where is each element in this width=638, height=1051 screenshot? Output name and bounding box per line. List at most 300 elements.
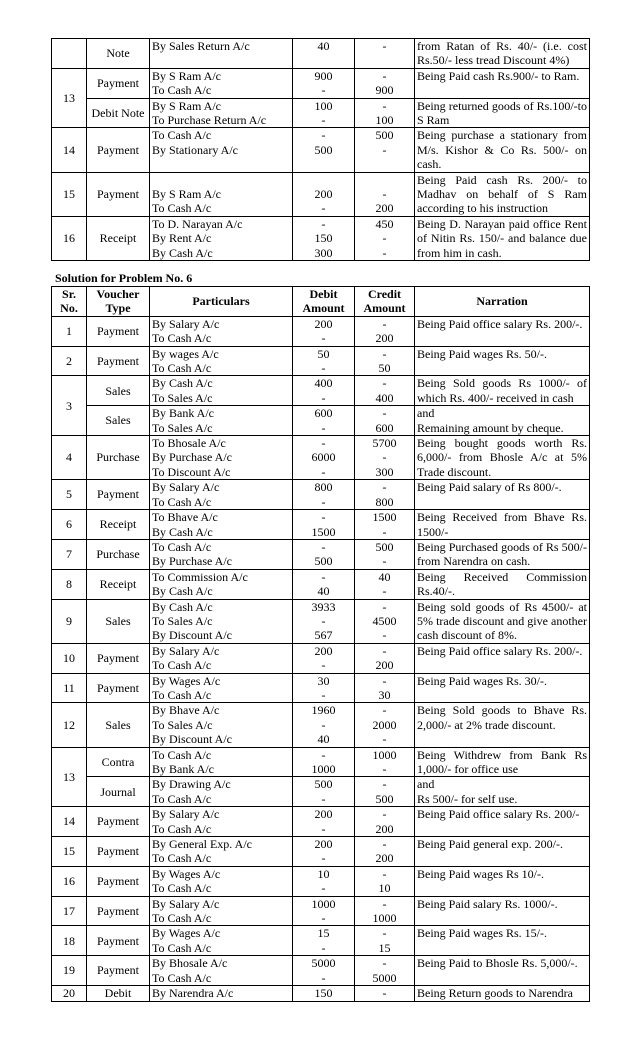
voucher-type-cell: Payment — [87, 866, 150, 896]
debit-line: 200 — [314, 643, 333, 658]
voucher-type-cell: Receipt — [87, 510, 150, 540]
credit-cell — [355, 956, 415, 986]
voucher-type-cell: Payment — [87, 837, 150, 867]
narration-line: Being bought goods worth Rs. 6,000/- from Bhosle A/c at 5% Trade discount. — [417, 436, 587, 479]
debit-cell — [293, 216, 355, 260]
narration-line: Being Received from Bhave Rs. 1500/- — [417, 510, 587, 539]
narration-cell — [415, 316, 590, 346]
narration-line: Being Received Commission Rs.40/-. — [417, 569, 587, 599]
sr-no-cell: 9 — [52, 599, 87, 643]
sr-no-cell: 4 — [52, 436, 87, 480]
debit-line: - — [321, 510, 326, 525]
credit-line: - — [382, 524, 387, 539]
debit-cell — [293, 866, 355, 896]
narration-cell — [415, 172, 590, 216]
debit-line: 200 — [314, 837, 333, 852]
debit-line: - — [321, 658, 326, 673]
credit-cell — [355, 569, 415, 599]
narration-line: Being Paid office salary Rs. 200/-. — [417, 316, 583, 331]
credit-line: - — [382, 142, 387, 157]
particulars-cell — [150, 896, 293, 926]
debit-line: - — [321, 881, 326, 896]
debit-line: - — [321, 436, 326, 451]
table-row — [52, 172, 590, 216]
top-ledger-table — [51, 38, 590, 261]
narration-cell — [415, 807, 590, 837]
debit-line: 150 — [314, 231, 333, 246]
credit-cell — [355, 39, 415, 69]
table-row — [52, 68, 590, 98]
credit-line: 2000 — [372, 717, 397, 732]
credit-line: 1500 — [372, 510, 397, 525]
credit-cell — [355, 68, 415, 98]
narration-cell — [415, 510, 590, 540]
table-row — [52, 807, 590, 837]
debit-cell — [293, 68, 355, 98]
particulars-line: To Bhave A/c — [152, 510, 218, 525]
credit-cell — [355, 673, 415, 703]
particulars-cell — [150, 480, 293, 510]
credit-line: - — [382, 480, 387, 495]
narration-cell — [415, 346, 590, 376]
debit-line: - — [321, 539, 326, 554]
narration-cell — [415, 406, 590, 436]
particulars-cell — [150, 569, 293, 599]
table-row — [52, 703, 590, 747]
particulars-line: To Cash A/c — [152, 970, 212, 985]
particulars-cell — [150, 837, 293, 867]
particulars-line: By Discount A/c — [152, 628, 232, 643]
credit-line: - — [382, 316, 387, 331]
voucher-type-cell: Sales — [87, 703, 150, 747]
particulars-line: To D. Narayan A/c — [152, 216, 243, 231]
credit-line: 15 — [378, 940, 391, 955]
credit-line: 500 — [375, 539, 394, 554]
debit-line: - — [321, 128, 326, 143]
voucher-type-cell: Contra — [87, 747, 150, 777]
narration-line: Rs 500/- for self use. — [417, 791, 518, 806]
debit-line: 1000 — [311, 762, 336, 776]
header-narration: Narration — [415, 287, 590, 317]
header-voucher-type: Voucher Type — [87, 287, 150, 317]
credit-line: 1000 — [372, 747, 397, 762]
narration-line: Being Paid office salary Rs. 200/- — [417, 807, 580, 822]
credit-cell — [355, 837, 415, 867]
debit-line: - — [321, 747, 326, 762]
narration-line: Being Return goods to Narendra — [417, 986, 573, 1001]
voucher-type-cell: Payment — [87, 896, 150, 926]
credit-cell — [355, 866, 415, 896]
credit-line: - — [382, 732, 387, 747]
credit-cell — [355, 480, 415, 510]
debit-line: - — [321, 464, 326, 479]
table-row — [52, 346, 590, 376]
particulars-line: To Cash A/c — [152, 911, 212, 926]
debit-line: - — [321, 970, 326, 985]
narration-cell — [415, 68, 590, 98]
credit-cell — [355, 643, 415, 673]
sr-no-cell: 13 — [52, 747, 87, 807]
particulars-line: To Cash A/c — [152, 851, 212, 866]
sr-no-cell: 2 — [52, 346, 87, 376]
sr-no-cell: 17 — [52, 896, 87, 926]
credit-line: 5700 — [372, 436, 397, 451]
table-row — [52, 376, 590, 406]
particulars-cell — [150, 673, 293, 703]
voucher-type-cell: Payment — [87, 480, 150, 510]
particulars-cell — [150, 128, 293, 172]
narration-line: Being Paid wages Rs 10/-. — [417, 866, 544, 881]
table-row — [52, 480, 590, 510]
voucher-type-cell: Receipt — [87, 569, 150, 599]
particulars-cell — [150, 807, 293, 837]
voucher-type-cell: Payment — [87, 643, 150, 673]
solution-heading: Solution for Problem No. 6 — [55, 271, 193, 285]
narration-cell — [415, 896, 590, 926]
particulars-line: To Cash A/c — [152, 658, 212, 673]
credit-cell — [355, 128, 415, 172]
particulars-line: To Sales A/c — [152, 613, 213, 628]
debit-line: 500 — [314, 554, 333, 569]
particulars-line: To Sales A/c — [152, 390, 213, 405]
narration-line: from Ratan of Rs. 40/- (i.e. cost Rs.50/- less tread Discount 4%) — [417, 39, 587, 68]
narration-line: and — [417, 777, 435, 792]
particulars-line: By S Ram A/c — [152, 98, 222, 113]
credit-line: 300 — [375, 464, 394, 479]
credit-line — [357, 173, 412, 187]
particulars-line: By Bank A/c — [152, 406, 214, 421]
header-sr-no: Sr. No. — [52, 287, 87, 317]
debit-line: - — [321, 83, 326, 98]
sr-no-cell: 6 — [52, 510, 87, 540]
credit-cell — [355, 986, 415, 1001]
credit-cell — [355, 172, 415, 216]
particulars-line: To Cash A/c — [152, 747, 212, 762]
voucher-type-cell: Payment — [87, 956, 150, 986]
particulars-cell — [150, 643, 293, 673]
narration-cell — [415, 98, 590, 128]
debit-line: 200 — [314, 187, 333, 202]
sr-no-cell: 8 — [52, 569, 87, 599]
credit-cell — [355, 436, 415, 480]
particulars-line: To Cash A/c — [152, 791, 212, 806]
voucher-type-cell: Debit Note — [87, 98, 150, 128]
table-row — [52, 956, 590, 986]
particulars-line: By S Ram A/c — [152, 68, 222, 83]
particulars-line: To Bhosale A/c — [152, 436, 226, 451]
particulars-line: By Wages A/c — [152, 673, 221, 688]
sr-no-cell: 16 — [52, 866, 87, 896]
narration-cell — [415, 866, 590, 896]
narration-cell — [415, 986, 590, 1001]
debit-cell — [293, 128, 355, 172]
particulars-cell — [150, 747, 293, 777]
voucher-type-cell: Purchase — [87, 436, 150, 480]
particulars-line: To Cash A/c — [152, 128, 212, 143]
narration-cell — [415, 837, 590, 867]
narration-cell — [415, 777, 590, 807]
particulars-line: By Narendra A/c — [152, 986, 234, 1001]
debit-cell — [293, 703, 355, 747]
credit-cell — [355, 703, 415, 747]
narration-line: Remaining amount by cheque. — [417, 420, 564, 435]
particulars-cell — [150, 346, 293, 376]
table-row — [52, 406, 590, 436]
debit-line: 200 — [314, 316, 333, 331]
debit-line: - — [321, 113, 326, 128]
particulars-line: By Cash A/c — [152, 599, 213, 614]
credit-cell — [355, 807, 415, 837]
debit-cell — [293, 777, 355, 807]
debit-cell — [293, 406, 355, 436]
debit-line: 1960 — [311, 703, 336, 718]
particulars-line: By Salary A/c — [152, 643, 220, 658]
credit-line: 900 — [375, 83, 394, 98]
table-row — [52, 436, 590, 480]
credit-line: - — [382, 346, 387, 361]
narration-line: Being Paid salary Rs. 1000/-. — [417, 896, 558, 911]
particulars-line: To Cash A/c — [152, 940, 212, 955]
particulars-cell — [150, 68, 293, 98]
narration-line: Being Paid to Bhosle Rs. 5,000/-. — [417, 956, 578, 971]
table-row — [52, 747, 590, 777]
debit-line: - — [321, 791, 326, 806]
voucher-type-cell: Payment — [87, 68, 150, 98]
narration-cell — [415, 673, 590, 703]
particulars-cell — [150, 926, 293, 956]
table-header-row — [52, 287, 590, 317]
debit-line: 30 — [317, 673, 330, 688]
credit-line: 10 — [378, 881, 391, 896]
narration-line: Being Sold goods Rs 1000/- of which Rs. 400/- received in cash — [417, 376, 587, 405]
narration-cell — [415, 599, 590, 643]
particulars-line: By Stationary A/c — [152, 142, 238, 157]
debit-line: - — [321, 569, 326, 584]
debit-line: 15 — [317, 926, 330, 941]
debit-line: 3933 — [311, 599, 336, 614]
debit-line: 150 — [314, 986, 333, 1001]
debit-line: - — [321, 613, 326, 628]
credit-line: - — [382, 866, 387, 881]
narration-line: Being Paid salary of Rs 800/-. — [417, 480, 562, 495]
particulars-line: By Salary A/c — [152, 807, 220, 822]
credit-line: - — [382, 245, 387, 260]
credit-cell — [355, 98, 415, 128]
credit-line: - — [382, 703, 387, 718]
sr-no-cell: 16 — [52, 216, 87, 260]
particulars-line: By Wages A/c — [152, 866, 221, 881]
table-row — [52, 643, 590, 673]
debit-line — [295, 173, 352, 187]
voucher-type-cell: Purchase — [87, 539, 150, 569]
particulars-line: By Cash A/c — [152, 524, 213, 539]
particulars-line: By Purchase A/c — [152, 450, 232, 465]
particulars-line: By Wages A/c — [152, 926, 221, 941]
particulars-line: By Rent A/c — [152, 231, 212, 246]
debit-cell — [293, 172, 355, 216]
credit-line: 800 — [375, 494, 394, 509]
particulars-line: By General Exp. A/c — [152, 837, 252, 852]
particulars-line: To Cash A/c — [152, 201, 212, 216]
narration-cell — [415, 436, 590, 480]
voucher-type-cell: Sales — [87, 376, 150, 406]
voucher-type-cell: Payment — [87, 346, 150, 376]
debit-line: 567 — [314, 628, 333, 643]
particulars-cell — [150, 406, 293, 436]
debit-line: - — [321, 361, 326, 376]
credit-cell — [355, 216, 415, 260]
credit-cell — [355, 777, 415, 807]
particulars-cell — [150, 866, 293, 896]
debit-line: 600 — [314, 406, 333, 421]
particulars-line: By wages A/c — [152, 346, 219, 361]
particulars-cell — [150, 986, 293, 1001]
credit-line: 600 — [375, 420, 394, 435]
particulars-line: By Purchase A/c — [152, 554, 232, 569]
debit-line: 40 — [317, 584, 330, 599]
solution-ledger-table — [51, 286, 590, 1002]
credit-line: 200 — [375, 851, 394, 866]
header-credit-amount: Credit Amount — [355, 287, 415, 317]
credit-line: 500 — [375, 128, 394, 143]
narration-line: Being Paid wages Rs. 15/-. — [417, 926, 547, 941]
debit-cell — [293, 807, 355, 837]
sr-no-cell: 10 — [52, 643, 87, 673]
narration-line: Being D. Narayan paid office Rent of Nitin Rs. 150/- and balance due from him in cash. — [417, 216, 587, 260]
table-row — [52, 926, 590, 956]
particulars-line: By Salary A/c — [152, 480, 220, 495]
debit-line: 900 — [314, 68, 333, 83]
sr-no-cell: 5 — [52, 480, 87, 510]
narration-line: Being Paid cash Rs.900/- to Ram. — [417, 68, 580, 83]
particulars-cell — [150, 316, 293, 346]
credit-line: - — [382, 643, 387, 658]
credit-line: - — [382, 406, 387, 421]
particulars-cell — [150, 376, 293, 406]
credit-line: - — [382, 187, 387, 202]
particulars-cell — [150, 777, 293, 807]
particulars-line: To Cash A/c — [152, 83, 212, 98]
narration-cell — [415, 747, 590, 777]
narration-line: Being returned goods of Rs.100/-to S Ram — [417, 98, 587, 128]
credit-line: - — [382, 39, 387, 53]
debit-cell — [293, 569, 355, 599]
narration-cell — [415, 643, 590, 673]
credit-cell — [355, 406, 415, 436]
narration-line: and — [417, 406, 435, 421]
narration-line: Being Withdrew from Bank Rs 1,000/- for office use — [417, 747, 587, 776]
voucher-type-cell: Payment — [87, 807, 150, 837]
debit-line: - — [321, 201, 326, 216]
sr-no-cell: 1 — [52, 316, 87, 346]
particulars-line: To Cash A/c — [152, 361, 212, 376]
debit-cell — [293, 480, 355, 510]
debit-line: - — [321, 331, 326, 346]
credit-line: - — [382, 376, 387, 391]
narration-line: Being Paid office salary Rs. 200/-. — [417, 643, 583, 658]
debit-cell — [293, 926, 355, 956]
credit-line: 100 — [375, 113, 394, 128]
sr-no-cell: 15 — [52, 837, 87, 867]
debit-line: - — [321, 940, 326, 955]
sr-no-cell — [52, 39, 87, 69]
particulars-line: To Cash A/c — [152, 331, 212, 346]
voucher-type-cell: Payment — [87, 673, 150, 703]
debit-cell — [293, 896, 355, 926]
particulars-line: By Sales Return A/c — [152, 39, 250, 53]
table-row — [52, 39, 590, 69]
credit-line: 40 — [378, 569, 391, 584]
credit-line: - — [382, 68, 387, 83]
debit-line: 500 — [314, 142, 333, 157]
particulars-cell — [150, 172, 293, 216]
debit-cell — [293, 643, 355, 673]
table-row — [52, 510, 590, 540]
particulars-line: To Cash A/c — [152, 494, 212, 509]
credit-line: - — [382, 896, 387, 911]
particulars-line: To Cash A/c — [152, 881, 212, 896]
particulars-cell — [150, 539, 293, 569]
particulars-line: To Cash A/c — [152, 821, 212, 836]
debit-cell — [293, 599, 355, 643]
narration-cell — [415, 128, 590, 172]
credit-cell — [355, 316, 415, 346]
credit-line: - — [382, 673, 387, 688]
credit-line: 200 — [375, 201, 394, 216]
table-row — [52, 216, 590, 260]
particulars-cell — [150, 216, 293, 260]
sr-no-cell: 14 — [52, 807, 87, 837]
table-row — [52, 986, 590, 1001]
credit-line: 200 — [375, 821, 394, 836]
credit-line: 200 — [375, 331, 394, 346]
table-row — [52, 866, 590, 896]
table-row — [52, 539, 590, 569]
debit-line: - — [321, 687, 326, 702]
particulars-line: To Sales A/c — [152, 420, 213, 435]
debit-line: 800 — [314, 480, 333, 495]
debit-line: 300 — [314, 245, 333, 260]
voucher-type-cell: Debit — [87, 986, 150, 1001]
narration-cell — [415, 216, 590, 260]
credit-line: 5000 — [372, 970, 397, 985]
credit-cell — [355, 510, 415, 540]
debit-cell — [293, 837, 355, 867]
credit-line: - — [382, 584, 387, 599]
table-row — [52, 569, 590, 599]
particulars-line: To Commission A/c — [152, 569, 248, 584]
table-row — [52, 316, 590, 346]
credit-cell — [355, 539, 415, 569]
table-row — [52, 896, 590, 926]
debit-cell — [293, 747, 355, 777]
particulars-cell — [150, 510, 293, 540]
voucher-type-cell: Note — [87, 39, 150, 69]
particulars-cell — [150, 436, 293, 480]
voucher-type-cell: Payment — [87, 926, 150, 956]
sr-no-cell: 14 — [52, 128, 87, 172]
narration-cell — [415, 926, 590, 956]
debit-line: 200 — [314, 807, 333, 822]
narration-line: Being sold goods of Rs 4500/- at 5% trade discount and give another cash discount of 8%. — [417, 599, 587, 643]
narration-cell — [415, 956, 590, 986]
narration-cell — [415, 376, 590, 406]
credit-line: - — [382, 956, 387, 971]
debit-line: 100 — [314, 98, 333, 113]
credit-line: - — [382, 98, 387, 113]
voucher-type-cell: Sales — [87, 406, 150, 436]
particulars-line: By Bank A/c — [152, 762, 214, 776]
